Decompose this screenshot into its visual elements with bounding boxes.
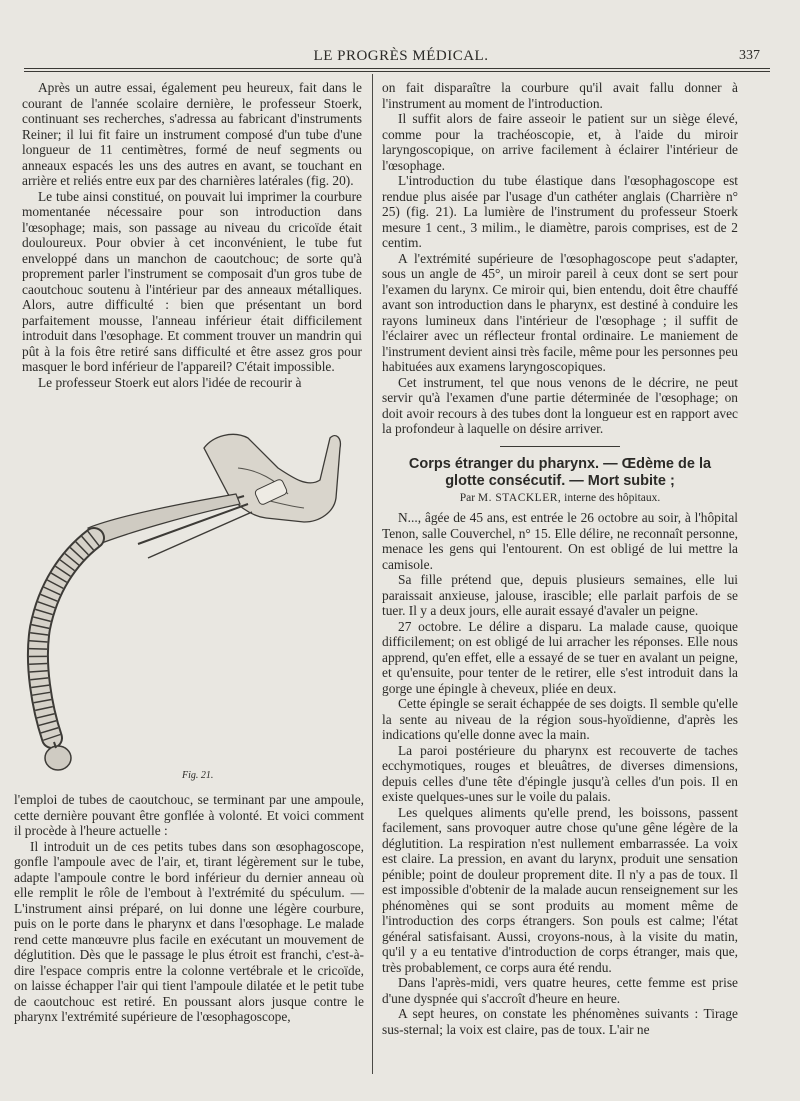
page-number: 337 <box>739 48 760 63</box>
byline-suffix: interne des hôpitaux. <box>564 492 661 504</box>
bulb <box>45 746 71 770</box>
header-rule-double <box>24 71 770 72</box>
running-header <box>40 48 762 68</box>
paragraph: 27 octobre. Le délire a disparu. La malade cause, quoique difficilement; on est obligé de lui arracher les réponses. Elle nous apprend, qu'en effet, elle a essayé de se tuer en avalant un peigne, et qu'ensuite, pour tenter de le retirer, elle s'est introduit dans la gorge une épingle à cheveux, pliée en deux. <box>382 618 738 696</box>
section-rule <box>500 446 620 447</box>
figure-caption: Fig. 21. <box>182 770 214 781</box>
column-separator <box>372 74 373 1074</box>
header-rule <box>24 68 770 69</box>
byline-author: M. STACKLER, <box>477 492 562 504</box>
article-title <box>382 456 738 490</box>
paragraph: Cette épingle se serait échappée de ses doigts. Il semble qu'elle la sente au niveau de la région sous-hyoïdienne, d'après les indications qu'elle donne avec la main. <box>382 696 738 742</box>
paragraph: N..., âgée de 45 ans, est entrée le 26 octobre au soir, à l'hôpital Tenon, salle Couverchel, n° 15. Elle délire, ne reconnaît personne, menace les gens qui l'entourent. On est obligé de lui mettre la camisole. <box>382 510 738 572</box>
article-byline <box>382 492 738 504</box>
paragraph: L'introduction du tube élastique dans l'œsophagoscope est rendue plus aisée par l'usage d'un cathéter anglais (Charrière n° 25) (fig. 21). La lumière de l'instrument du professeur Stoerk mesure 1 cent., 3 milim., le diamètre, parois comprises, est de 2 centim. <box>382 173 738 250</box>
paragraph: A sept heures, on constate les phénomènes suivants : Tirage sus-sternal; la voix est claire, pas de toux. L'air ne <box>382 1006 738 1037</box>
paragraph: Il introduit un de ces petits tubes dans son œsophagoscope, gonfle l'ampoule avec de l'air, et, tirant légèrement sur le tube, adapte l'ampoule contre le bord inférieur du dernier anneau où elle remplit le rôle de l'embout à l'extrémité du spéculum. — L'instrument ainsi préparé, on lui donne une légère courbure, puis on le porte dans le pharynx et dans l'œsophage. Le malade rend cette manœuvre plus facile en exécutant un mouvement de déglutition. Dès que le passage le plus étroit est franchi, c'est-à-dire l'espace compris entre la colonne vertébrale et le cricoïde, on laisse échapper l'air qui tient l'ampoule dilatée et le petit tube de caoutchouc est retiré. En poussant alors jusque contre le pharynx l'extrémité supérieure de l'œsophagoscope, <box>14 838 364 1024</box>
paragraph: l'emploi de tubes de caoutchouc, se terminant par une ampoule, cette dernière pouvant être gonflée à volonté. Et voici comment il procède à l'heure actuelle : <box>14 792 364 838</box>
byline-prefix: Par <box>459 492 476 504</box>
left-column-bottom <box>14 792 364 1025</box>
paragraph: Les quelques aliments qu'elle prend, les boissons, passent facilement, sans provoquer autre chose qu'une gêne légère de la déglutition. La respiration n'est nullement embarrassée. La voix est claire. La pression, en avant du larynx, produit une sensation pénible; point de douleur proprement dite. Il n'y a pas de toux. Il est impossible d'obtenir de la malade aucun renseignement sur les phénomènes qui se sont produits au moment même de l'introduction des corps étrangers. Son pouls est calme; l'état général satisfaisant. Aussi, croyons-nous, à la visite du matin, qu'il y a eu tentative d'introduction de corps étranger, mais que, très probablement, ce corps aura été rendu. <box>382 804 738 975</box>
tube-handle <box>88 494 240 546</box>
article-title-line: Corps étranger du pharynx. — Œdème de la <box>408 456 712 472</box>
paragraph: Dans l'après-midi, vers quatre heures, cette femme est prise d'une dyspnée qui s'accroît d'heure en heure. <box>382 975 738 1006</box>
paragraph: Le tube ainsi constitué, on pouvait lui imprimer la courbure momentanée nécessaire pour son introduction dans l'œsophage; mais, son passage au niveau du cricoïde était douloureux. Pour obvier à cet inconvénient, le tube fut enveloppé dans un manchon de caoutchouc; de sorte qu'à proprement parler l'instrument se composait d'un gros tube de caoutchouc soutenu à l'intérieur par des anneaux métalliques. Alors, autre difficulté : bien que présentant un bord parfaitement mousse, l'anneau inférieur était difficilement introduit dans l'œsophage. Et comment trouver un mandrin qui pût à la fois être retiré sans difficulté et être assez gros pour masquer le bord inférieur de l'appareil? C'était impossible. <box>22 188 362 374</box>
journal-title: LE PROGRÈS MÉDICAL. <box>313 48 489 64</box>
paragraph: A l'extrémité supérieure de l'œsophagoscope peut s'adapter, sous un angle de 45°, un miroir pareil à ceux dont se sert pour l'examen du larynx. Ce miroir qui, bien entendu, doit être chauffé avant son introduction dans le pharynx, est destiné à conduire les rayons lumineux dans l'intérieur de l'œsophage ; il suffit de l'éclairer avec un réflecteur frontal ordinaire. Le maniement de l'instrument devient ainsi très facile, même pour les personnes peu habituées aux examens laryngoscopiques. <box>382 250 738 374</box>
hand-shape <box>204 434 340 522</box>
paragraph: Sa fille prétend que, depuis plusieurs semaines, elle lui paraissait anxieuse, jalouse, irascible; elle parlait parfois de se tuer. Il y a deux jours, elle aurait essayé d'avaler un peigne. <box>382 572 738 618</box>
paragraph: Il suffit alors de faire asseoir le patient sur un siège élevé, comme pour la trachéoscopie, et, à l'aide du miroir laryngoscopique, on arrive facilement à éclairer l'intérieur de l'œsophage. <box>382 111 738 173</box>
right-column-bottom <box>382 510 738 1037</box>
paragraph: Le professeur Stoerk eut alors l'idée de recourir à <box>38 374 302 390</box>
paragraph: La paroi postérieure du pharynx est recouverte de taches ecchymotiques, rouges et bleuâtres, de diverses dimensions, depuis celles d'une tête d'épingle jusqu'à celles d'un pois. Il en existe quelques-unes sur le voile du palais. <box>382 742 738 804</box>
paragraph: Cet instrument, tel que nous venons de le décrire, ne peut servir qu'à l'examen d'une partie déterminée de l'œsophage; on doit avoir recours à des tubes dont la longueur est en rapport avec la profondeur à laquelle on désire arriver. <box>382 374 738 436</box>
article-title-line: glotte consécutif. — Mort subite ; <box>445 473 675 489</box>
paragraph: Après un autre essai, également peu heureux, fait dans le courant de l'année scolaire dernière, le professeur Stoerk, continuant ses recherches, s'adressa au fabricant d'instruments Reiner; il lui fit faire un instrument composé d'un tube d'une longueur de 11 centimètres, formé de neuf segments ou anneaux espacés les uns des autres en avant, se touchant en arrière et reliés entre eux par des charnières latérales (fig. 20). <box>22 80 362 188</box>
right-column-top <box>382 80 738 437</box>
left-column-top <box>22 80 362 390</box>
paragraph: on fait disparaître la courbure qu'il avait fallu donner à l'instrument au moment de l'introduction. <box>382 80 738 111</box>
esophagoscope-figure <box>8 408 368 778</box>
